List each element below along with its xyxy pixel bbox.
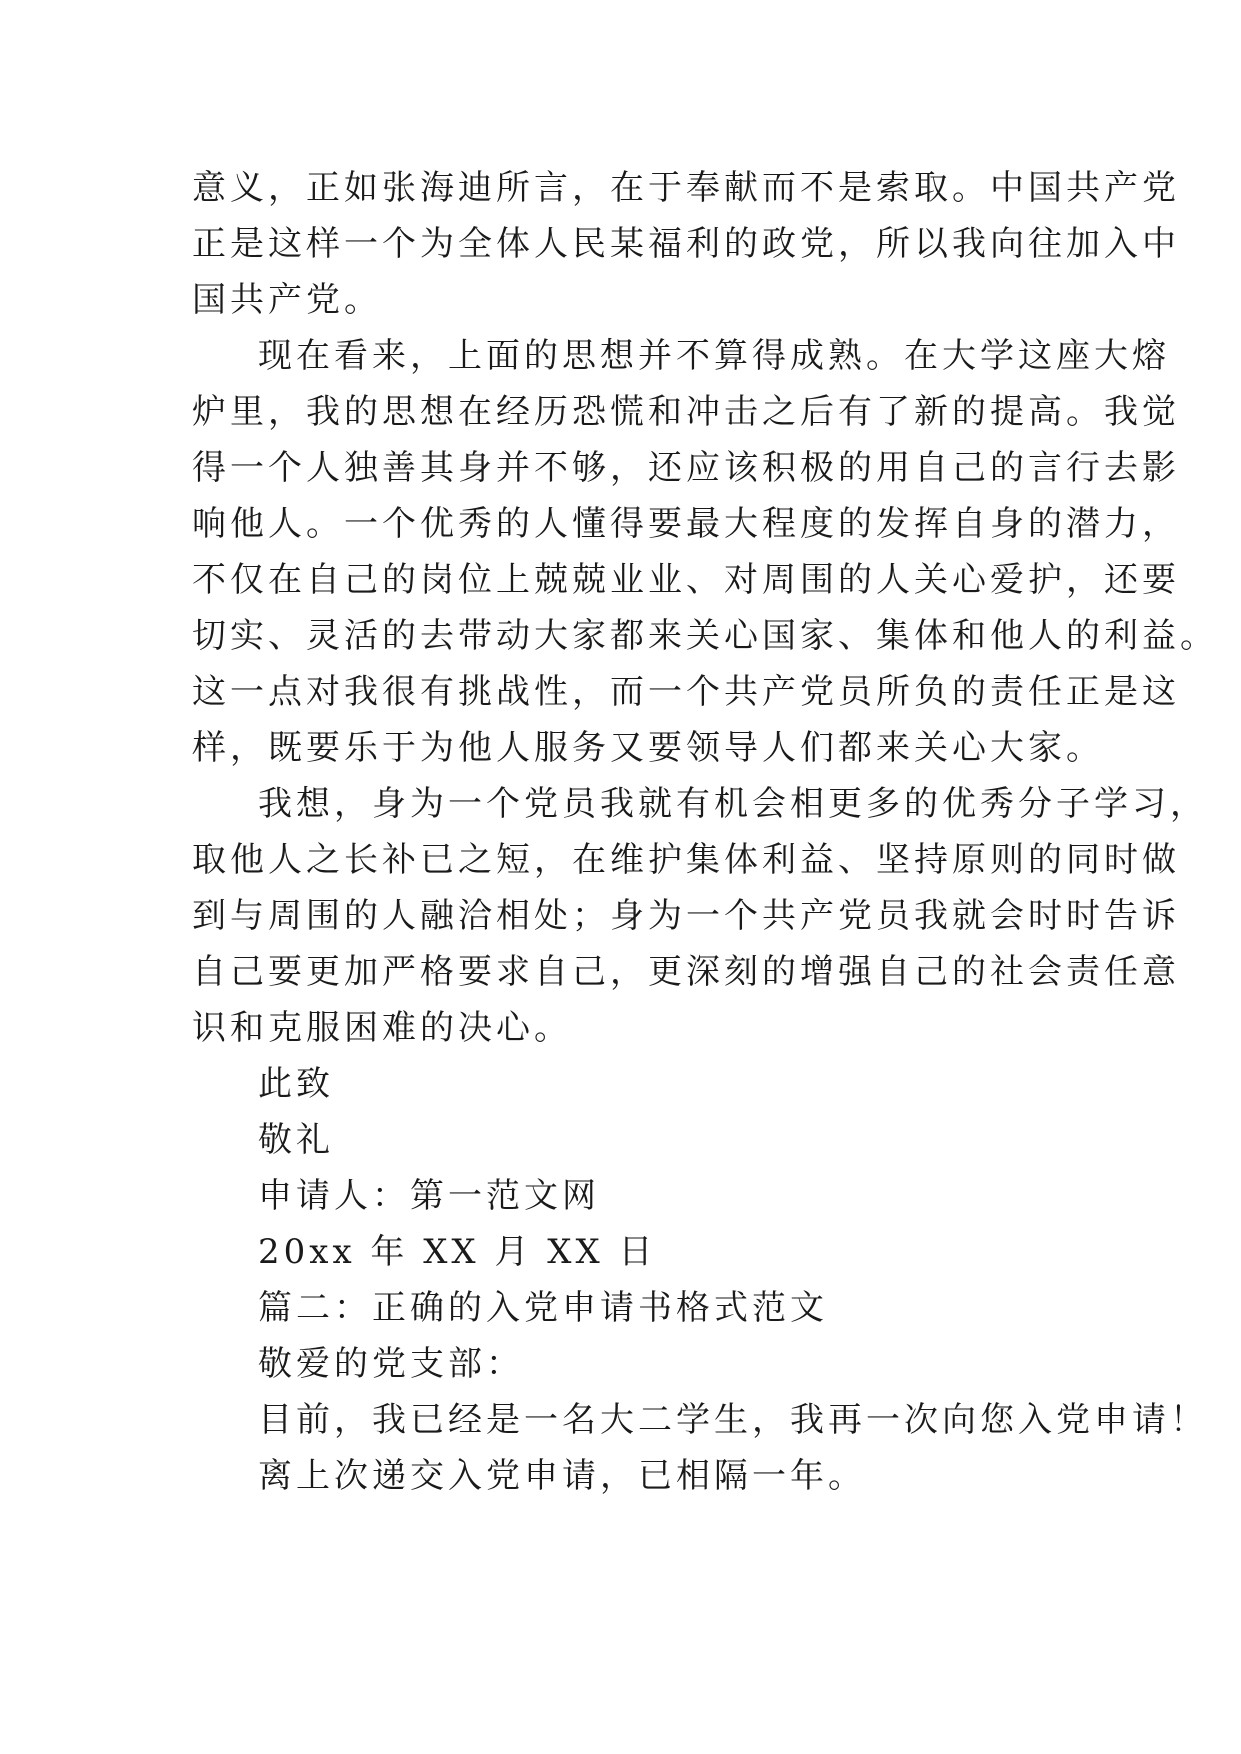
opening-line-2: 离上次递交入党申请，已相隔一年。 [258, 1456, 866, 1496]
paragraph-2-line: 不仅在自己的岗位上兢兢业业、对周围的人关心爱护，还要 [192, 560, 1180, 600]
paragraph-1-line: 正是这样一个为全体人民某福利的政党，所以我向往加入中 [192, 224, 1180, 264]
paragraph-2-line: 得一个人独善其身并不够，还应该积极的用自己的言行去影 [192, 448, 1180, 488]
paragraph-3-line: 到与周围的人融洽相处；身为一个共产党员我就会时时告诉 [192, 896, 1180, 936]
paragraph-2 [192, 328, 1218, 776]
document-body [192, 160, 1218, 1504]
paragraph-2-line: 炉里，我的思想在经历恐慌和冲击之后有了新的提高。我觉 [192, 392, 1180, 432]
paragraph-3-line: 自己要更加严格要求自己，更深刻的增强自己的社会责任意 [192, 952, 1180, 992]
paragraph-2-line: 切实、灵活的去带动大家都来关心国家、集体和他人的利益。 [192, 616, 1218, 656]
opening-line-1: 目前，我已经是一名大二学生，我再一次向您入党申请！ [258, 1400, 1208, 1440]
paragraph-3-line: 识和克服困难的决心。 [192, 1008, 572, 1048]
paragraph-1 [192, 160, 1180, 328]
paragraph-3-line: 我想，身为一个党员我就有机会相更多的优秀分子学习， [258, 784, 1208, 824]
paragraph-2-line: 这一点对我很有挑战性，而一个共产党员所负的责任正是这 [192, 672, 1180, 712]
paragraph-2-line: 响他人。一个优秀的人懂得要最大程度的发挥自身的潜力， [192, 504, 1180, 544]
paragraph-3-line: 取他人之长补已之短，在维护集体利益、坚持原则的同时做 [192, 840, 1180, 880]
paragraph-2-line: 样，既要乐于为他人服务又要领导人们都来关心大家。 [192, 728, 1104, 768]
paragraph-1-line: 意义，正如张海迪所言，在于奉献而不是索取。中国共产党 [192, 168, 1180, 208]
paragraph-1-line: 国共产党。 [192, 280, 382, 320]
section-title: 篇二：正确的入党申请书格式范文 [258, 1288, 828, 1328]
paragraph-3 [192, 776, 1208, 1056]
date-line: 20xx 年 XX 月 XX 日 [258, 1232, 657, 1272]
closing-line-1: 此致 [258, 1064, 334, 1104]
closing-line-2: 敬礼 [258, 1120, 334, 1160]
salutation-line: 敬爱的党支部： [258, 1344, 524, 1384]
paragraph-2-line: 现在看来，上面的思想并不算得成熟。在大学这座大熔 [258, 336, 1170, 376]
applicant-line: 申请人：第一范文网 [258, 1176, 600, 1216]
